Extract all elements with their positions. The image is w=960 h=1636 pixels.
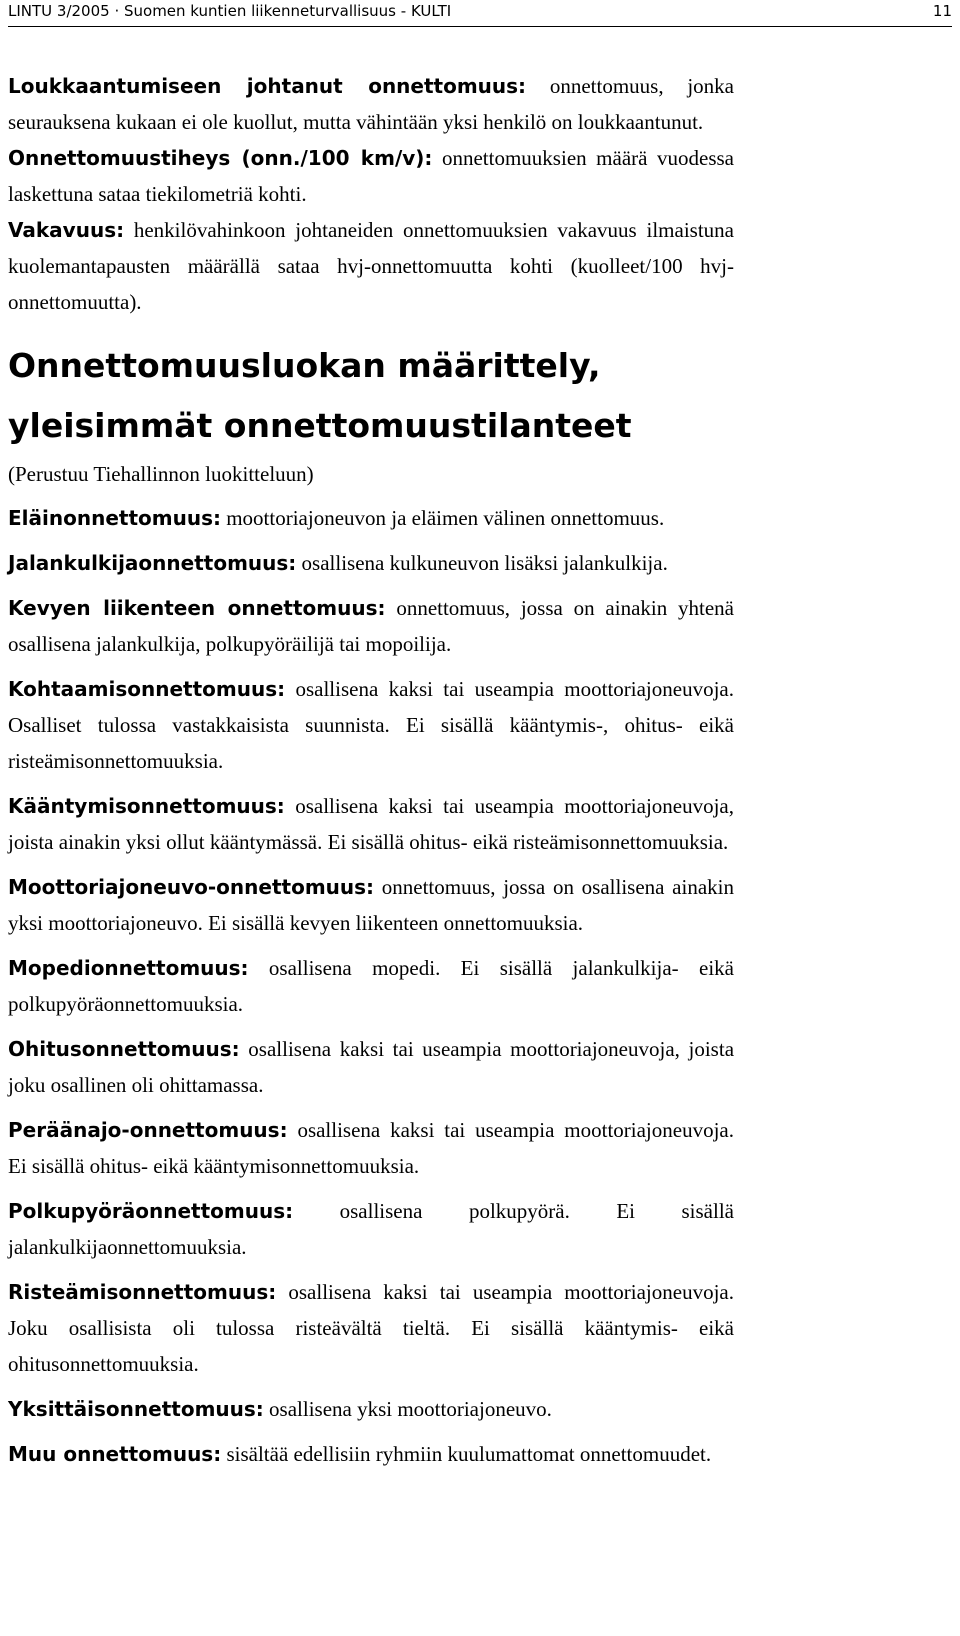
definition-term: Onnettomuustiheys (onn./100 km/v): — [8, 146, 433, 170]
definition-term: Vakavuus: — [8, 218, 125, 242]
definition-term: Ohitusonnettomuus: — [8, 1037, 240, 1061]
definition-paragraph — [8, 1193, 734, 1265]
definition-text: osallisena yksi moottoriajoneuvo. — [269, 1397, 552, 1421]
definition-text: osallisena mopedi. Ei sisällä jalankulkija- eikä polkupyöräonnettomuuksia. — [8, 956, 734, 1016]
definition-text: onnettomuuksien määrä vuodessa laskettuna sataa tiekilometriä kohti. — [8, 146, 735, 206]
definition-text: henkilövahinkoon johtaneiden onnettomuuksien vakavuus ilmaistuna kuolemantapausten määrällä sataa hvj-onnettomuutta kohti (kuolleet/100 hvj-onnettomuutta). — [8, 218, 734, 314]
header-title: LINTU 3/2005 · Suomen kuntien liikenneturvallisuus - KULTI — [8, 2, 452, 20]
definition-text: osallisena kaksi tai useampia moottoriajoneuvoja. Joku osallisista oli tulossa risteävältä tieltä. Ei sisällä kääntymis- eikä ohitusonnettomuuksia. — [8, 1280, 734, 1376]
definition-text: onnettomuus, jossa on ainakin yhtenä osallisena jalankulkija, polkupyöräilijä tai mopoilija. — [8, 596, 734, 656]
definition-text: osallisena kaksi tai useampia moottoriajoneuvoja, joista ainakin yksi ollut kääntymässä. Ei sisällä ohitus- eikä risteämisonnettomuuksia. — [8, 794, 735, 854]
definition-paragraph — [8, 590, 734, 662]
definition-paragraph — [8, 212, 734, 320]
definition-term: Jalankulkijaonnettomuus: — [8, 551, 297, 575]
definition-text: osallisena kaksi tai useampia moottoriajoneuvoja. Ei sisällä ohitus- eikä kääntymisonnettomuuksia. — [8, 1118, 734, 1178]
definition-term: Muu onnettomuus: — [8, 1442, 222, 1466]
page-content — [8, 68, 734, 1481]
definition-list — [8, 500, 734, 1472]
definition-term: Eläinonnettomuus: — [8, 506, 221, 530]
definition-text: moottoriajoneuvon ja eläimen välinen onnettomuus. — [226, 506, 665, 530]
section-heading: Onnettomuusluokan määrittely, yleisimmät onnettomuustilanteet — [8, 346, 632, 445]
definition-term: Risteämisonnettomuus: — [8, 1280, 277, 1304]
definition-text: osallisena kaksi tai useampia moottoriajoneuvoja. Osalliset tulossa vastakkaisista suunnista. Ei sisällä kääntymis-, ohitus- eikä risteämisonnettomuuksia. — [8, 677, 734, 773]
definition-text: osallisena polkupyörä. Ei sisällä jalankulkijaonnettomuuksia. — [8, 1199, 734, 1259]
definition-paragraph — [8, 68, 734, 140]
definition-term: Mopedionnettomuus: — [8, 956, 249, 980]
definition-term: Yksittäisonnettomuus: — [8, 1397, 264, 1421]
definition-text: onnettomuus, jonka seurauksena kukaan ei ole kuollut, mutta vähintään yksi henkilö on loukkaantunut. — [8, 74, 734, 134]
page-number: 11 — [932, 2, 952, 20]
definition-term: Peräänajo-onnettomuus: — [8, 1118, 288, 1142]
definition-term: Kääntymisonnettomuus: — [8, 794, 285, 818]
definition-paragraph — [8, 1436, 734, 1472]
definition-text: sisältää edellisiin ryhmiin kuulumattomat onnettomuudet. — [226, 1442, 712, 1466]
definition-paragraph — [8, 140, 734, 212]
definition-text: osallisena kulkuneuvon lisäksi jalankulkija. — [301, 551, 668, 575]
definition-term: Loukkaantumiseen johtanut onnettomuus: — [8, 74, 527, 98]
definition-paragraph — [8, 950, 734, 1022]
definition-text: onnettomuus, jossa on osallisena ainakin yksi moottoriajoneuvo. Ei sisällä kevyen liikenteen onnettomuuksia. — [8, 875, 734, 935]
page-header — [8, 0, 952, 27]
definition-paragraph — [8, 1391, 734, 1427]
definition-paragraph — [8, 869, 734, 941]
definition-paragraph — [8, 1112, 734, 1184]
definition-paragraph — [8, 500, 734, 536]
definition-text: osallisena kaksi tai useampia moottoriajoneuvoja, joista joku osallinen oli ohittamassa. — [8, 1037, 735, 1097]
definition-paragraph — [8, 788, 734, 860]
definition-term: Moottoriajoneuvo-onnettomuus: — [8, 875, 375, 899]
definition-paragraph — [8, 545, 734, 581]
definition-paragraph — [8, 1274, 734, 1382]
definition-paragraph — [8, 1031, 734, 1103]
definition-term: Kevyen liikenteen onnettomuus: — [8, 596, 386, 620]
section-note: (Perustuu Tiehallinnon luokitteluun) — [8, 462, 314, 486]
definition-paragraph — [8, 671, 734, 779]
definition-term: Kohtaamisonnettomuus: — [8, 677, 286, 701]
definition-term: Polkupyöräonnettomuus: — [8, 1199, 294, 1223]
